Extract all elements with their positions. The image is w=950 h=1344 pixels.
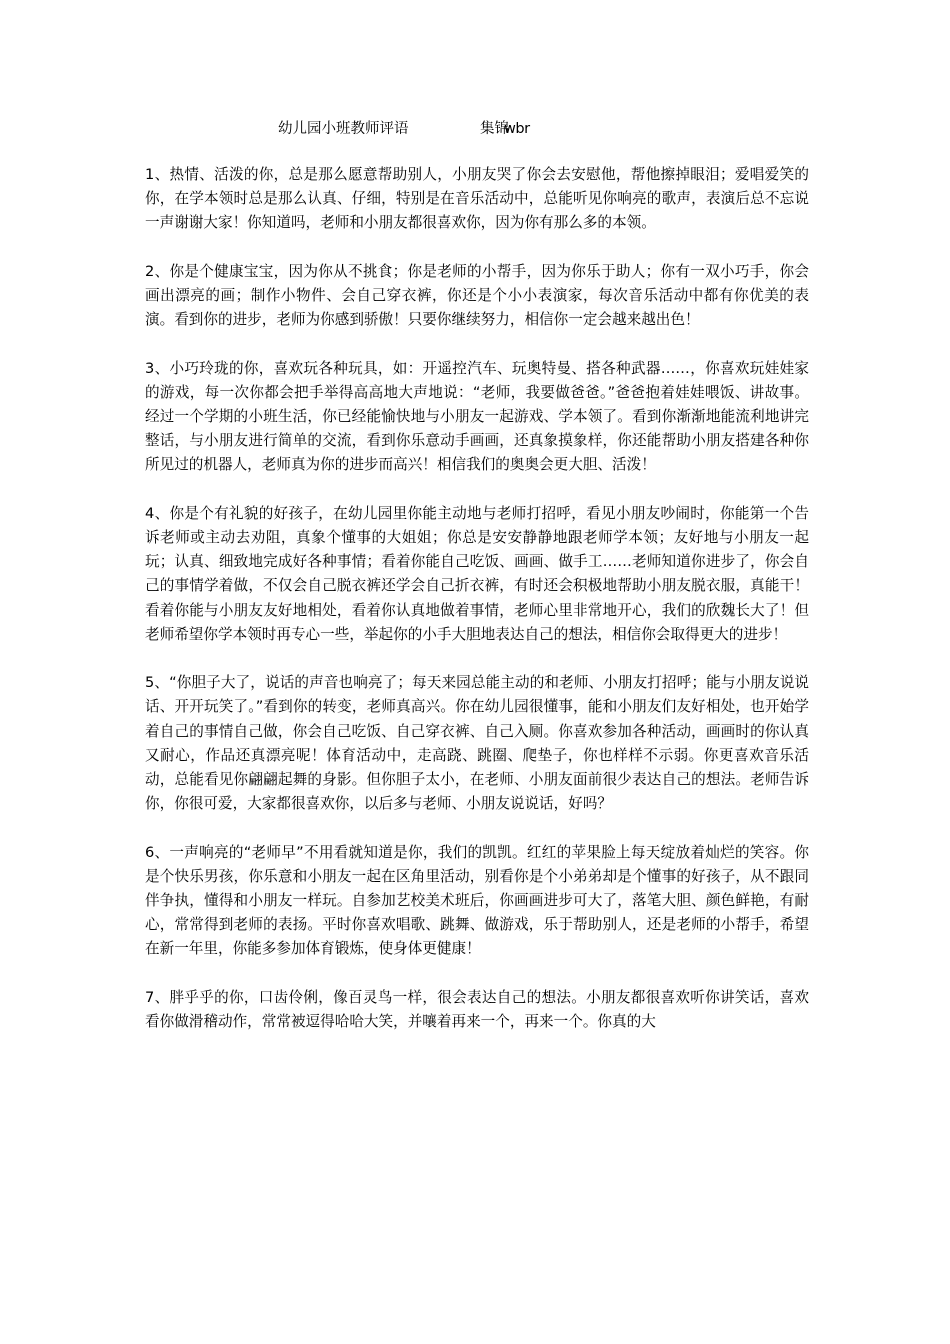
paragraph-1: 1、热情、活泼的你，总是那么愿意帮助别人，小朋友哭了你会去安慰他，帮他擦掉眼泪；爱唱爱笑的你，在学本领时总是那么认真、仔细，特别是在音乐活动中，总能听见你响亮的歌声，表演后总不忘说一声谢谢大家！你知道吗，老师和小朋友都很喜欢你，因为你有那么多的本领。 <box>145 166 809 232</box>
title-overlap-text: wbr <box>504 121 530 137</box>
document-title <box>278 117 678 141</box>
paragraph-5: 5、“你胆子大了，说话的声音也响亮了；每天来园总能主动的和老师、小朋友打招呼；能与小朋友说说话、开开玩笑了。”看到你的转变，老师真高兴。你在幼儿园很懂事，能和小朋友们友好相处，也开始学着自己的事情自己做，你会自己吃饭、自己穿衣裤、自己入厕。你喜欢参加各种活动，画画时的你认真又耐心，作品还真漂亮呢！体育活动中，走高跷、跳圈、爬垫子，你也样样不示弱。你更喜欢音乐活动，总能看见你翩翩起舞的身影。但你胆子太小，在老师、小朋友面前很少表达自己的想法。老师告诉你，你很可爱，大家都很喜欢你，以后多与老师、小朋友说说话，好吗？ <box>145 674 809 813</box>
paragraph-7: 7、胖乎乎的你，口齿伶俐，像百灵鸟一样，很会表达自己的想法。小朋友都很喜欢听你讲笑话，喜欢看你做滑稽动作，常常被逗得哈哈大笑，并嚷着再来一个，再来一个。你真的大 <box>145 988 809 1031</box>
title-suffix-text: 集锦 <box>480 121 509 137</box>
paragraph-2: 2、你是个健康宝宝，因为你从不挑食；你是老师的小帮手，因为你乐于助人；你有一双小巧手，你会画出漂亮的画；制作小物件、会自己穿衣裤，你还是个小小表演家，每次音乐活动中都有你优美的表演。看到你的进步，老师为你感到骄傲！只要你继续努力，相信你一定会越来越出色！ <box>145 262 809 329</box>
paragraph-3: 3、小巧玲珑的你，喜欢玩各种玩具，如：开遥控汽车、玩奥特曼、搭各种武器……，你喜欢玩娃娃家的游戏，每一次你都会把手举得高高地大声地说：“老师，我要做爸爸。”爸爸抱着娃娃喂饭、讲故事。经过一个学期的小班生活，你已经能愉快地与小朋友一起游戏、学本领了。看到你渐渐地能流利地讲完整话，与小朋友进行简单的交流，看到你乐意动手画画，还真象摸象样，你还能帮助小朋友搭建各种你所见过的机器人，老师真为你的进步而高兴！相信我们的奥奥会更大胆、活泼！ <box>145 359 809 474</box>
paragraph-4: 4、你是个有礼貌的好孩子，在幼儿园里你能主动地与老师打招呼，看见小朋友吵闹时，你能第一个告诉老师或主动去劝阻，真象个懂事的大姐姐；你总是安安静静地跟老师学本领；友好地与小朋友一起玩；认真、细致地完成好各种事情；看着你能自己吃饭、画画、做手工……老师知道你进步了，你会自己的事情学着做，不仅会自己脱衣裤还学会自己折衣裤，有时还会积极地帮助小朋友脱衣服，真能干！看着你能与小朋友友好地相处，看着你认真地做着事情，老师心里非常地开心，我们的欣魏长大了！但老师希望你学本领时再专心一些，举起你的小手大胆地表达自己的想法，相信你会取得更大的进步！ <box>145 504 809 643</box>
title-main-text: 幼儿园小班教师评语 <box>278 121 409 137</box>
document-body <box>145 163 809 1058</box>
paragraph-6: 6、一声响亮的“老师早”不用看就知道是你，我们的凯凯。红红的苹果脸上每天绽放着灿烂的笑容。你是个快乐男孩，你乐意和小朋友一起在区角里活动，别看你是个小弟弟却是个懂事的好孩子，从不跟同伴争执，懂得和小朋友一样玩。自参加艺校美术班后，你画画进步可大了，落笔大胆、颜色鲜艳，有耐心，常常得到老师的表扬。平时你喜欢唱歌、跳舞、做游戏，乐于帮助别人，还是老师的小帮手，希望在新一年里，你能多参加体育锻炼，使身体更健康！ <box>145 843 809 958</box>
